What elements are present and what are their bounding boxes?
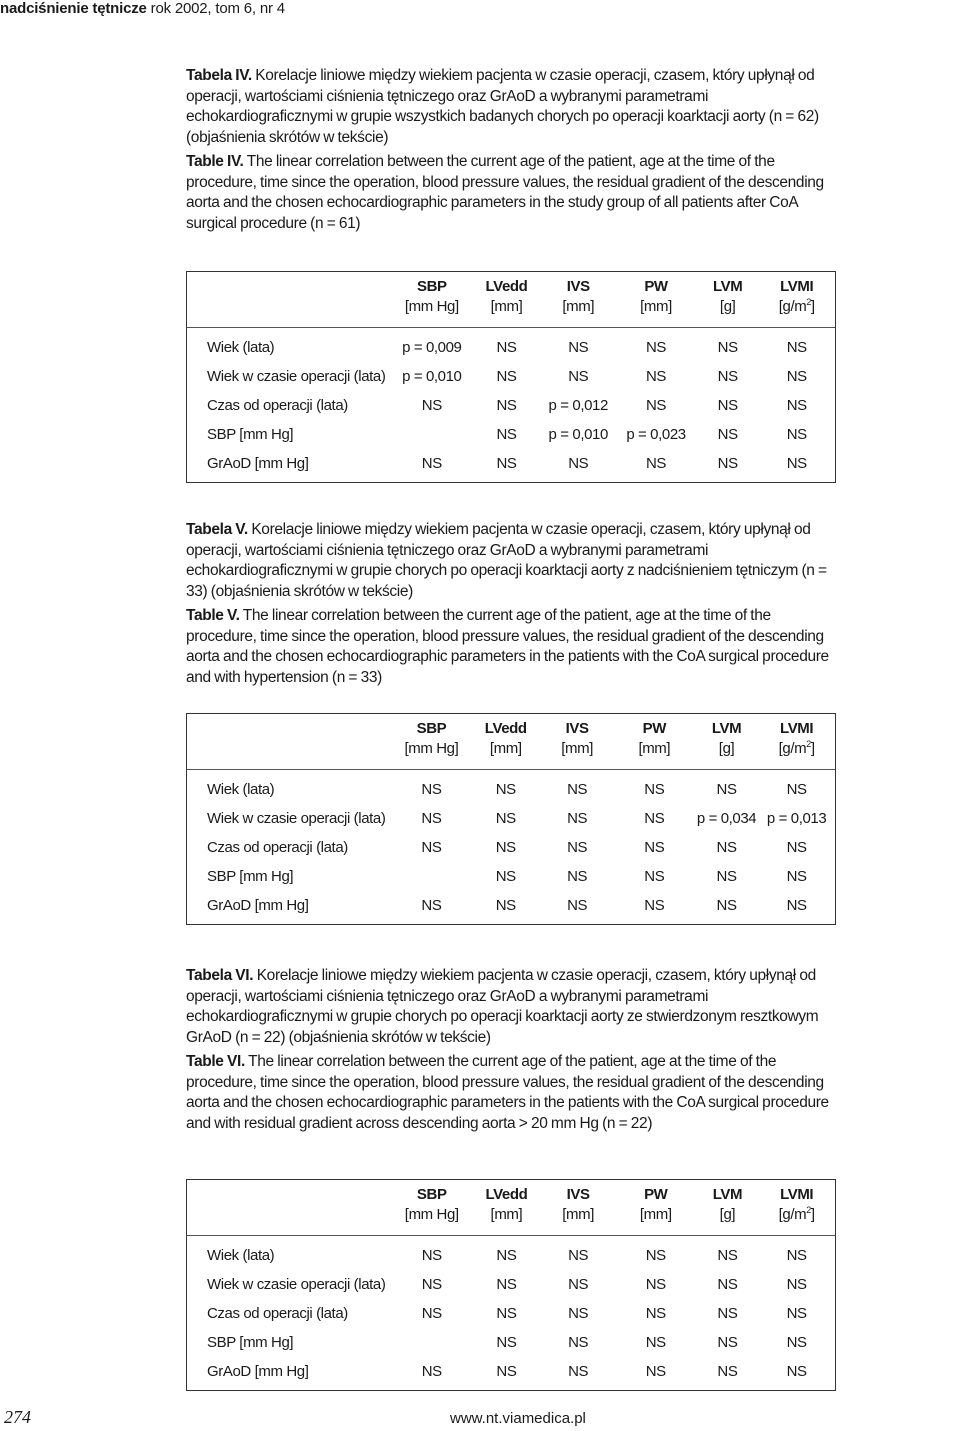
column-header-name: LVMI xyxy=(780,720,814,737)
caption-en-label: Table V. xyxy=(186,607,240,624)
caption-en xyxy=(186,152,836,234)
table-cell: p = 0,034 xyxy=(696,810,757,827)
table-cell: NS xyxy=(568,1334,589,1351)
column-header xyxy=(697,1180,759,1236)
caption-pl-label: Tabela VI. xyxy=(186,967,254,984)
column-header-unit: [mm] xyxy=(640,298,672,315)
correlation-table xyxy=(187,1180,835,1390)
table-cell: NS xyxy=(421,781,442,798)
table-cell: NS xyxy=(496,368,517,385)
row-label: Wiek (lata) xyxy=(207,781,275,798)
table-cell: NS xyxy=(645,339,667,356)
row-label: Wiek w czasie operacji (lata) xyxy=(207,368,386,385)
column-header-name: LVM xyxy=(712,1186,743,1203)
table-cell: NS xyxy=(568,1276,589,1293)
table-cell: p = 0,012 xyxy=(548,397,608,414)
row-label: Wiek w czasie operacji (lata) xyxy=(207,810,386,827)
correlation-table xyxy=(187,714,835,924)
table-row xyxy=(187,1357,835,1390)
table-cell xyxy=(392,1328,472,1357)
row-label: SBP [mm Hg] xyxy=(207,426,294,443)
running-head xyxy=(0,0,285,18)
header-row xyxy=(187,714,835,770)
column-header xyxy=(758,1180,835,1236)
table-cell: NS xyxy=(645,1276,666,1293)
caption-pl xyxy=(186,520,836,602)
table-row xyxy=(187,449,835,482)
table-cell: NS xyxy=(496,1363,517,1380)
table-vi-caption xyxy=(186,966,836,1138)
table-iv-caption xyxy=(186,66,836,238)
table-cell: NS xyxy=(496,1247,517,1264)
table-cell: NS xyxy=(786,339,807,356)
header-blank-cell xyxy=(187,1180,392,1236)
column-header-name: LVM xyxy=(712,278,743,295)
table-cell: NS xyxy=(786,1247,807,1264)
table-cell: NS xyxy=(567,781,588,798)
table-cell: NS xyxy=(644,868,665,885)
column-header-name: IVS xyxy=(565,720,589,737)
unit-suffix: ] xyxy=(810,298,815,315)
table-cell: NS xyxy=(716,868,737,885)
column-header xyxy=(392,272,472,328)
table-cell: NS xyxy=(495,810,516,827)
table-cell: NS xyxy=(786,397,807,414)
table-row xyxy=(187,328,835,362)
column-header xyxy=(472,1180,542,1236)
column-header-name: SBP xyxy=(416,1186,447,1203)
table-cell xyxy=(392,420,472,449)
table-cell: NS xyxy=(421,1276,442,1293)
caption-en-label: Table VI. xyxy=(186,1053,245,1070)
table-cell: NS xyxy=(786,1334,807,1351)
table-cell: NS xyxy=(645,1247,666,1264)
header-blank-cell xyxy=(187,714,392,770)
unit-suffix: ] xyxy=(810,1206,815,1223)
column-header-unit: [mm] xyxy=(639,1206,672,1223)
table-cell xyxy=(392,862,471,891)
table-cell: NS xyxy=(786,781,807,798)
table-cell: NS xyxy=(716,839,737,856)
table-cell: NS xyxy=(786,897,807,914)
row-label: GrAoD [mm Hg] xyxy=(207,897,309,914)
row-label: GrAoD [mm Hg] xyxy=(207,1363,309,1380)
column-header-name: PW xyxy=(644,1186,668,1203)
table-row xyxy=(187,1236,835,1270)
table-cell: NS xyxy=(786,1363,807,1380)
row-label: Wiek (lata) xyxy=(207,1247,275,1264)
table-cell: NS xyxy=(567,868,588,885)
row-label: SBP [mm Hg] xyxy=(207,1334,294,1351)
table-cell: NS xyxy=(421,810,442,827)
table-cell: NS xyxy=(567,839,588,856)
header-row xyxy=(187,272,835,328)
table-cell: p = 0,010 xyxy=(548,426,608,443)
table-cell: NS xyxy=(421,1305,442,1322)
table-cell: NS xyxy=(786,455,807,472)
column-header-unit: [mm] xyxy=(562,1206,594,1223)
table-cell: NS xyxy=(568,455,589,472)
table-cell: NS xyxy=(786,1276,807,1293)
column-header-name: LVMI xyxy=(780,278,814,295)
table-vi xyxy=(186,1179,836,1391)
table-cell: NS xyxy=(645,455,667,472)
table-cell: NS xyxy=(496,1276,517,1293)
caption-en-text: The linear correlation between the current age of the patient, age at the time of the procedure, time since the operation, blood pressure values, the residual gradient of the descending aorta and the chosen echocardiographic parameters in the patients with the CoA surgical procedure and with residual gradient across descending aorta > 20 mm Hg (n = 22) xyxy=(186,1053,829,1132)
column-header xyxy=(472,272,542,328)
table-cell: p = 0,023 xyxy=(626,426,686,443)
column-header-unit: [mm Hg] xyxy=(404,740,459,757)
column-header-name: LVedd xyxy=(485,1186,528,1203)
table-cell: NS xyxy=(717,1276,738,1293)
journal-title: nadciśnienie tętnicze xyxy=(0,0,147,17)
table-cell: NS xyxy=(645,1305,666,1322)
column-header xyxy=(471,714,541,770)
column-header-unit: [mm Hg] xyxy=(404,1206,459,1223)
journal-issue: rok 2002, tom 6, nr 4 xyxy=(150,0,285,17)
table-cell: NS xyxy=(421,839,442,856)
column-header-unit xyxy=(760,1205,833,1225)
table-cell: NS xyxy=(644,781,665,798)
table-cell: NS xyxy=(717,339,738,356)
caption-en-text: The linear correlation between the current age of the patient, age at the time of the procedure, time since the operation, blood pressure values, the residual gradient of the descending aorta and the chosen echocardiographic parameters in the study group of all patients after CoA surgical procedure (n = 61) xyxy=(186,153,824,232)
table-cell: NS xyxy=(645,1334,666,1351)
table-cell: NS xyxy=(717,397,738,414)
table-cell: NS xyxy=(496,455,517,472)
table-cell: NS xyxy=(786,1305,807,1322)
column-header-name: IVS xyxy=(566,1186,590,1203)
table-cell: NS xyxy=(645,397,667,414)
column-header-name: LVM xyxy=(711,720,742,737)
column-header-name: PW xyxy=(644,278,668,295)
caption-en xyxy=(186,1052,836,1134)
column-header xyxy=(392,714,471,770)
table-cell: NS xyxy=(421,897,442,914)
column-header-name: LVedd xyxy=(484,720,527,737)
table-cell: NS xyxy=(496,1334,517,1351)
caption-pl-label: Tabela V. xyxy=(186,521,248,538)
table-cell: NS xyxy=(717,426,738,443)
column-header xyxy=(758,272,835,328)
table-cell: NS xyxy=(717,1247,738,1264)
table-cell: NS xyxy=(568,1363,589,1380)
column-header-unit: [mm] xyxy=(638,740,671,757)
caption-en xyxy=(186,606,836,688)
table-cell: NS xyxy=(716,781,737,798)
column-header-unit: [g] xyxy=(719,1206,736,1223)
row-label: Czas od operacji (lata) xyxy=(207,1305,348,1322)
column-header xyxy=(541,1180,615,1236)
column-header-name: IVS xyxy=(566,278,590,295)
table-cell: NS xyxy=(567,897,588,914)
row-label: Czas od operacji (lata) xyxy=(207,839,348,856)
column-header-unit: [mm] xyxy=(489,740,522,757)
table-cell: NS xyxy=(568,1247,589,1264)
table-cell: NS xyxy=(421,397,442,414)
column-header-unit: [mm] xyxy=(561,740,593,757)
column-header-unit: [mm] xyxy=(490,298,523,315)
column-header-name: PW xyxy=(642,720,666,737)
table-cell: NS xyxy=(495,839,516,856)
caption-pl xyxy=(186,966,836,1048)
column-header-name: LVedd xyxy=(485,278,528,295)
table-row xyxy=(187,391,835,420)
unit-superscript: 2 xyxy=(806,739,811,749)
column-header xyxy=(614,714,695,770)
table-cell: NS xyxy=(716,897,737,914)
table-v-caption xyxy=(186,520,836,692)
table-row xyxy=(187,362,835,391)
unit-prefix: [g/m xyxy=(778,1206,807,1223)
table-row xyxy=(187,1328,835,1357)
table-cell: NS xyxy=(421,1247,442,1264)
table-cell: NS xyxy=(717,368,738,385)
column-header xyxy=(758,714,835,770)
table-cell: NS xyxy=(421,1363,442,1380)
table-cell: NS xyxy=(495,781,516,798)
column-header xyxy=(541,714,614,770)
table-cell: NS xyxy=(496,339,517,356)
header-blank-cell xyxy=(187,272,392,328)
column-header-unit xyxy=(760,739,833,759)
column-header xyxy=(615,1180,697,1236)
table-cell: NS xyxy=(645,1363,666,1380)
table-cell: NS xyxy=(421,455,442,472)
table-cell: p = 0,009 xyxy=(402,339,462,356)
table-row xyxy=(187,1270,835,1299)
column-header xyxy=(615,272,697,328)
table-cell: NS xyxy=(786,426,807,443)
column-header xyxy=(541,272,615,328)
table-cell: NS xyxy=(717,1305,738,1322)
column-header-unit: [mm] xyxy=(490,1206,523,1223)
row-label: Wiek w czasie operacji (lata) xyxy=(207,1276,386,1293)
row-label: GrAoD [mm Hg] xyxy=(207,455,309,472)
table-cell: NS xyxy=(717,455,738,472)
column-header-unit: [g] xyxy=(718,740,735,757)
table-cell: NS xyxy=(496,397,517,414)
column-header-unit: [g] xyxy=(719,298,736,315)
caption-en-label: Table IV. xyxy=(186,153,244,170)
table-iv xyxy=(186,271,836,483)
row-label: Wiek (lata) xyxy=(207,339,275,356)
column-header-name: SBP xyxy=(416,278,447,295)
unit-suffix: ] xyxy=(810,740,815,757)
column-header xyxy=(697,272,759,328)
unit-prefix: [g/m xyxy=(778,298,807,315)
caption-pl-text: Korelacje liniowe między wiekiem pacjenta w czasie operacji, czasem, który upłynął od operacji, wartościami ciśnienia tętniczego oraz GrAoD a wybranymi parametrami echokardiograficznymi w grupie chorych po operacji koarktacji aorty ze stwierdzonym resztkowym GrAoD (n = 22) (objaśnienia skrótów w tekście) xyxy=(186,967,819,1046)
unit-superscript: 2 xyxy=(806,1205,811,1215)
table-cell: NS xyxy=(786,368,807,385)
row-label: Czas od operacji (lata) xyxy=(207,397,348,414)
row-label: SBP [mm Hg] xyxy=(207,868,294,885)
footer-url: www.nt.viamedica.pl xyxy=(450,1410,586,1427)
table-row xyxy=(187,420,835,449)
table-row xyxy=(187,1299,835,1328)
table-cell: NS xyxy=(717,1334,738,1351)
unit-superscript: 2 xyxy=(806,297,811,307)
table-cell: NS xyxy=(644,897,665,914)
table-row xyxy=(187,862,835,891)
table-cell: NS xyxy=(644,839,665,856)
caption-pl xyxy=(186,66,836,148)
table-v xyxy=(186,713,836,925)
table-cell: NS xyxy=(645,368,667,385)
header-row xyxy=(187,1180,835,1236)
column-header-unit: [mm Hg] xyxy=(404,298,459,315)
table-cell: p = 0,013 xyxy=(766,810,827,827)
table-cell: NS xyxy=(495,868,516,885)
table-cell: NS xyxy=(495,897,516,914)
table-cell: NS xyxy=(644,810,665,827)
column-header-unit: [mm] xyxy=(562,298,595,315)
column-header-name: LVMI xyxy=(780,1186,814,1203)
table-cell: p = 0,010 xyxy=(402,368,462,385)
caption-en-text: The linear correlation between the current age of the patient, age at the time of the procedure, time since the operation, blood pressure values, the residual gradient of the descending aorta and the chosen echocardiographic parameters in the patients with the CoA surgical procedure and with hypertension (n = 33) xyxy=(186,607,829,686)
table-cell: NS xyxy=(568,339,589,356)
correlation-table xyxy=(187,272,835,482)
caption-pl-label: Tabela IV. xyxy=(186,67,252,84)
table-cell: NS xyxy=(717,1363,738,1380)
table-cell: NS xyxy=(496,1305,517,1322)
table-row xyxy=(187,770,835,804)
page-number: 274 xyxy=(4,1407,31,1427)
table-row xyxy=(187,804,835,833)
table-cell: NS xyxy=(568,368,589,385)
table-cell: NS xyxy=(786,839,807,856)
column-header xyxy=(392,1180,472,1236)
table-cell: NS xyxy=(568,1305,589,1322)
column-header-unit xyxy=(760,297,833,317)
table-cell: NS xyxy=(496,426,517,443)
table-cell: NS xyxy=(786,868,807,885)
table-cell: NS xyxy=(567,810,588,827)
table-row xyxy=(187,891,835,924)
unit-prefix: [g/m xyxy=(778,740,807,757)
column-header-name: SBP xyxy=(416,720,447,737)
column-header xyxy=(695,714,758,770)
caption-pl-text: Korelacje liniowe między wiekiem pacjenta w czasie operacji, czasem, który upłynął od operacji, wartościami ciśnienia tętniczego oraz GrAoD a wybranymi parametrami echokardiograficznymi w grupie wszystkich badanych chorych po operacji koarktacji aorty (n = 62) (objaśnienia skrótów w tekście) xyxy=(186,67,819,146)
table-row xyxy=(187,833,835,862)
caption-pl-text: Korelacje liniowe między wiekiem pacjenta w czasie operacji, czasem, który upłynął od operacji, wartościami ciśnienia tętniczego oraz GrAoD a wybranymi parametrami echokardiograficznymi w grupie chorych po operacji koarktacji aorty z nadciśnieniem tętniczym (n = 33) (objaśnienia skrótów w tekście) xyxy=(186,521,827,600)
